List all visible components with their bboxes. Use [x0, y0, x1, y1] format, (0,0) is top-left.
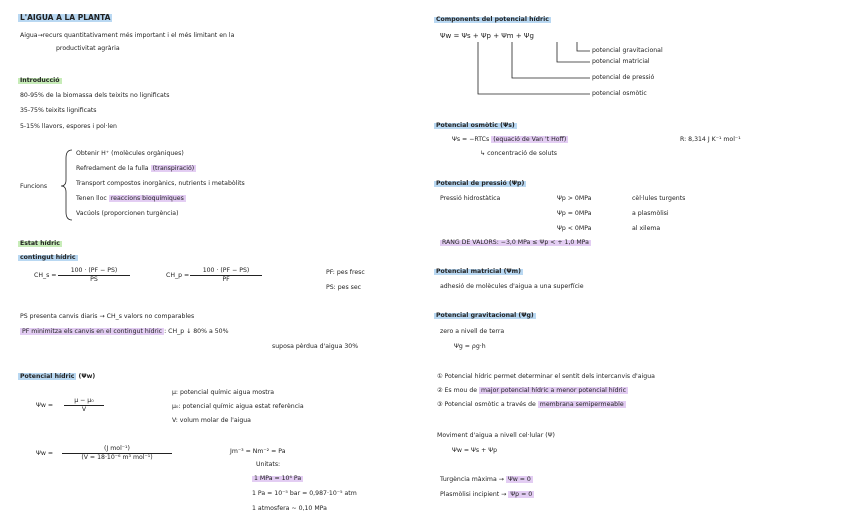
estat-note: suposa pèrdua d'aigua 30%	[272, 343, 359, 350]
pressio-condition: Ψp < 0MPa	[557, 225, 592, 232]
pressio-label: Pressió hidrostàtica	[440, 195, 501, 202]
point-1: ① Potencial hídric permet determinar el sentit dels intercanvis d'aigua	[437, 373, 655, 380]
moviment-heading: Moviment d'aigua a nivell cel·lular (Ψ)	[437, 432, 555, 439]
gravitacional-line: zero a nivell de terra	[440, 328, 505, 335]
matricial-heading: Potencial matricial (Ψm)	[436, 268, 521, 275]
pressio-result: al xilema	[632, 225, 661, 232]
gravitacional-equation: Ψg = ρg·h	[454, 343, 486, 350]
gravitacional-heading: Potencial gravitacional (Ψg)	[436, 312, 534, 319]
component-label: potencial matricial	[592, 58, 650, 65]
units-line: Jm⁻³ = Nm⁻² = Pa	[230, 448, 286, 455]
ch-s-label: CH_s =	[34, 272, 57, 279]
funcions-item: Obtenir H⁺ (molècules orgàniques)	[76, 150, 184, 157]
funcions-item: Tenen lloc reaccions bioquímiques	[76, 195, 184, 202]
ch-p-label: CH_p =	[166, 272, 190, 279]
page-title: L'AIGUA A LA PLANTA	[20, 13, 111, 22]
component-label: potencial osmòtic	[592, 90, 647, 97]
r-constant: R: 8,314 J K⁻¹ mol⁻¹	[680, 136, 741, 143]
funcions-item: Transport compostos inorgànics, nutrients i metabòlits	[76, 180, 245, 187]
units-line: 1 atmosfera ~ 0,10 MPa	[252, 505, 327, 512]
estat-note: PF minimitza els canvis en el contingut hídric : CH_p ↓ 80% a 50%	[22, 328, 229, 335]
pressio-heading: Potencial de pressió (Ψp)	[436, 180, 525, 187]
psi-eq-lhs: Ψw =	[36, 402, 54, 409]
potencial-heading: Potencial hídric (Ψw)	[20, 373, 96, 380]
osmotic-note: ↳ concentració de soluts	[480, 150, 558, 157]
psi-eq2-lhs: Ψw =	[36, 450, 54, 457]
intro-line-1: Aigua→recurs quantitativament més important i el més limitant en la	[20, 32, 235, 39]
osmotic-equation: Ψs = −RTCs (equació de Van 't Hoff)	[452, 136, 567, 143]
intro-line-2: productivitat agrària	[56, 45, 120, 52]
units-line: 1 Pa = 10⁻⁵ bar = 0,987·10⁻⁵ atm	[252, 490, 357, 497]
introduccio-line: 80-95% de la biomassa dels teixits no lignificats	[20, 92, 170, 99]
introduccio-line: 5-15% llavors, espores i pol·len	[20, 123, 117, 130]
pressio-condition: Ψp > 0MPa	[557, 195, 592, 202]
units-highlight: 1 MPa = 10⁶ Pa	[254, 475, 302, 482]
psi-eq-fraction: $\frac{\text{μ − μ₀}}{V}$	[64, 398, 104, 413]
matricial-line: adhesió de molècules d'aigua a una superfície	[440, 283, 584, 290]
funcions-item: Refredament de la fulla (transpiració)	[76, 165, 195, 172]
contingut-subheading: contingut hídric	[20, 254, 76, 261]
funcions-label: Funcions	[20, 183, 48, 190]
pf-definition: PF: pes fresc	[326, 269, 365, 276]
psi-definition: μ: potencial químic aigua mostra	[172, 389, 275, 396]
pressio-range: RANG DE VALORS: −3,0 MPa ≤ Ψp < + 1,0 MPa	[442, 239, 589, 246]
components-heading: Components del potencial hídric	[436, 16, 549, 23]
turgencia-line: Turgència màxima → Ψw = 0	[440, 476, 531, 483]
units-label: Unitats:	[256, 461, 281, 468]
funcions-item: Vacúols (proporcionen turgència)	[76, 210, 179, 217]
introduccio-heading: Introducció	[20, 77, 60, 84]
pressio-result: cèl·lules turgents	[632, 195, 686, 202]
estat-note: PS presenta canvis diaris → CH_s valors no comparables	[20, 313, 195, 320]
ch-s-fraction: $\frac{100 \cdot (PF - PS)}{PS}$	[58, 268, 130, 283]
ps-definition: PS: pes sec	[326, 284, 362, 291]
estat-heading: Estat hídric	[20, 240, 60, 247]
psi-definition: V: volum molar de l'aigua	[172, 417, 251, 424]
pressio-condition: Ψp = 0MPa	[557, 210, 592, 217]
point-3: ③ Potencial osmòtic a través de membrana semipermeable	[437, 401, 624, 408]
point-2: ② Es mou de major potencial hídric a menor potencial hídric	[437, 387, 627, 394]
osmotic-heading: Potencial osmòtic (Ψs)	[436, 122, 515, 129]
components-equation: Ψw = Ψs + Ψp + Ψm + Ψg	[440, 32, 534, 40]
component-label: potencial gravitacional	[592, 47, 663, 54]
psi-definition: μ₀: potencial químic aigua estat referència	[172, 403, 304, 410]
pressio-result: a plasmòlisi	[632, 210, 669, 217]
component-label: potencial de pressió	[592, 74, 655, 81]
ch-p-fraction: $\frac{100 \cdot (PF - PS)}{PF}$	[190, 268, 262, 283]
psi-eq2-fraction: (J mol⁻¹) (V = 18·10⁻⁶ m³ mol⁻¹)	[62, 446, 172, 461]
moviment-equation: Ψw = Ψs + Ψp	[452, 447, 498, 454]
introduccio-line: 35-75% teixits lignificats	[20, 107, 97, 114]
plasmolisi-line: Plasmòlisi incipient → Ψp = 0	[440, 491, 533, 498]
